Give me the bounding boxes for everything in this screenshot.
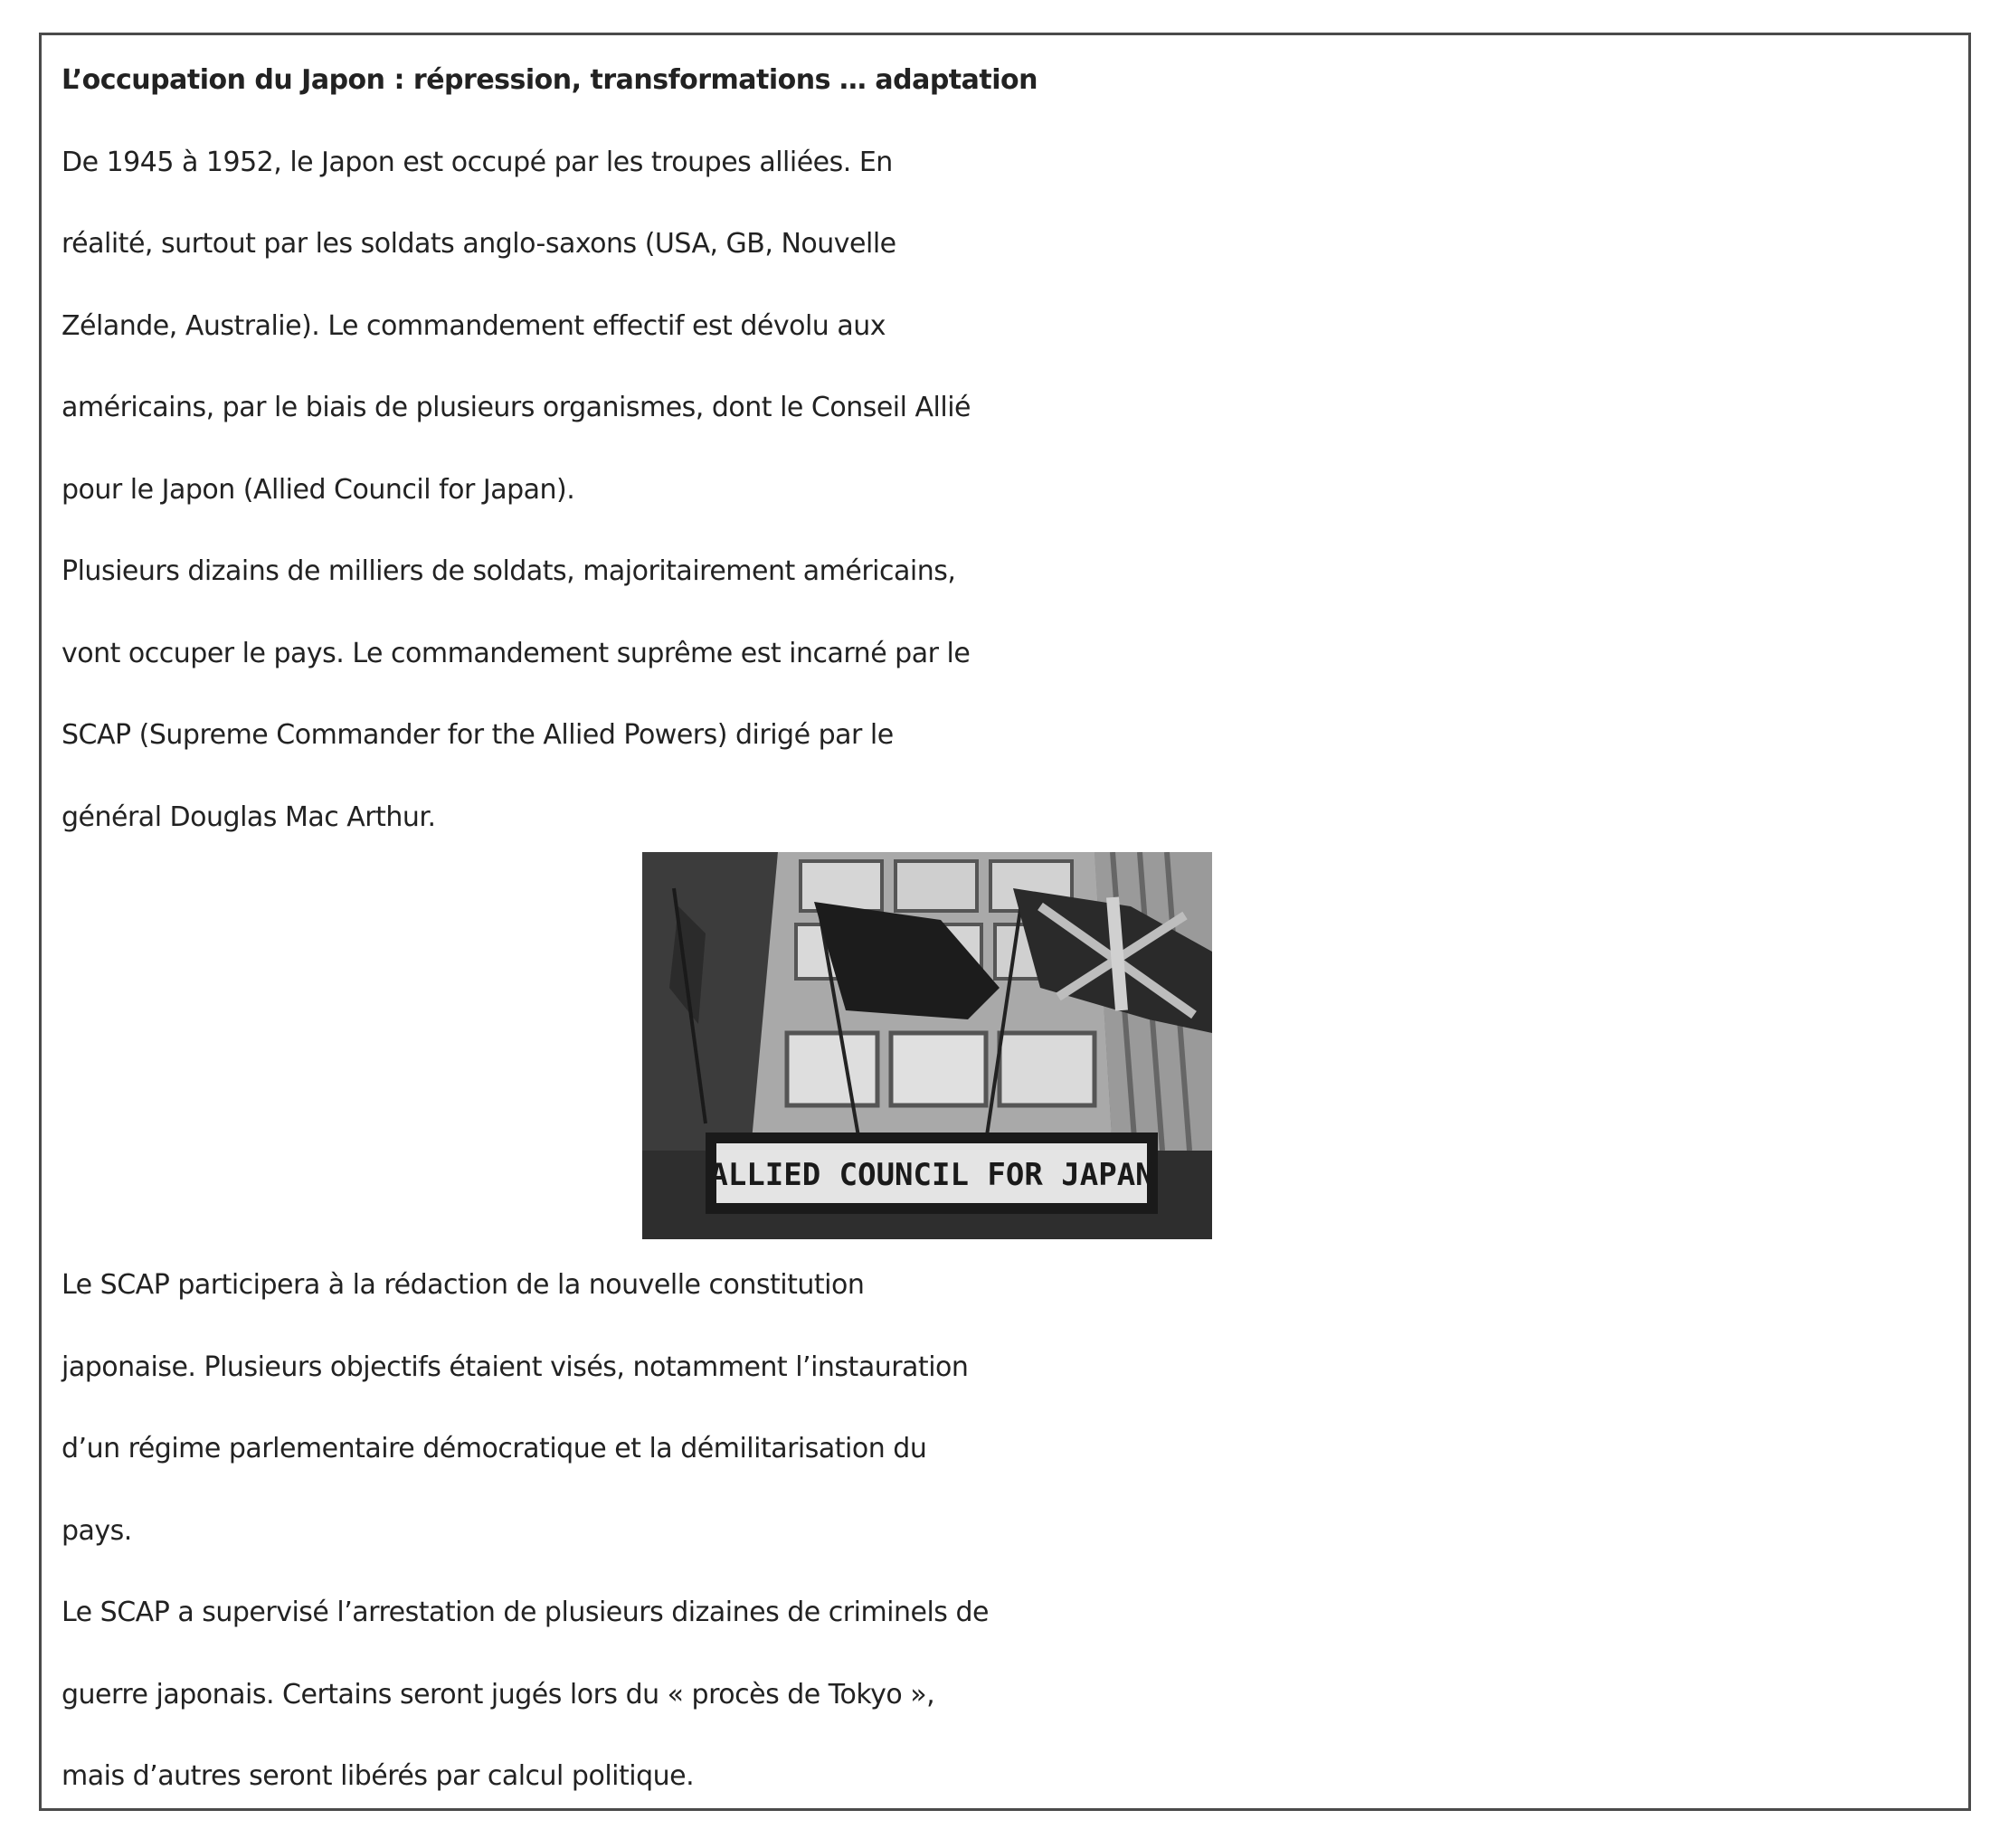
paragraph-line: américains, par le biais de plusieurs organismes, dont le Conseil Allié [62, 392, 971, 423]
paragraph-line: Le SCAP a supervisé l’arrestation de plusieurs dizaines de criminels de [62, 1597, 989, 1628]
paragraph-line: général Douglas Mac Arthur. [62, 801, 436, 833]
paragraph-line: pays. [62, 1514, 132, 1547]
document-title: L’occupation du Japon : répression, transformations … adaptation [62, 64, 1038, 96]
paragraph-line: mais d’autres seront libérés par calcul politique. [62, 1760, 695, 1792]
paragraph-line: vont occuper le pays. Le commandement suprême est incarné par le [62, 637, 971, 669]
paragraph-line: Le SCAP participera à la rédaction de la nouvelle constitution [62, 1269, 865, 1301]
paragraph-line: japonaise. Plusieurs objectifs étaient visés, notamment l’instauration [62, 1350, 969, 1383]
paragraph-line: réalité, surtout par les soldats anglo-saxons (USA, GB, Nouvelle [62, 228, 896, 260]
paragraph-line: guerre japonais. Certains seront jugés lors du « procès de Tokyo », [62, 1678, 935, 1711]
paragraph-line: pour le Japon (Allied Council for Japan). [62, 473, 575, 506]
paragraph-line: Zélande, Australie). Le commandement effectif est dévolu aux [62, 309, 886, 342]
paragraph-line: SCAP (Supreme Commander for the Allied Powers) dirigé par le [62, 719, 894, 751]
paragraph-line: Plusieurs dizains de milliers de soldats, majoritairement américains, [62, 555, 956, 587]
document-body-upper [62, 40, 1961, 858]
allied-council-photo [642, 852, 1212, 1239]
document-body-lower [62, 1245, 1961, 1818]
paragraph-line: De 1945 à 1952, le Japon est occupé par les troupes alliées. En [62, 146, 893, 178]
photo-sign-text: ALLIED COUNCIL FOR JAPAN [709, 1157, 1154, 1193]
paragraph-line: d’un régime parlementaire démocratique et la démilitarisation du [62, 1433, 927, 1464]
